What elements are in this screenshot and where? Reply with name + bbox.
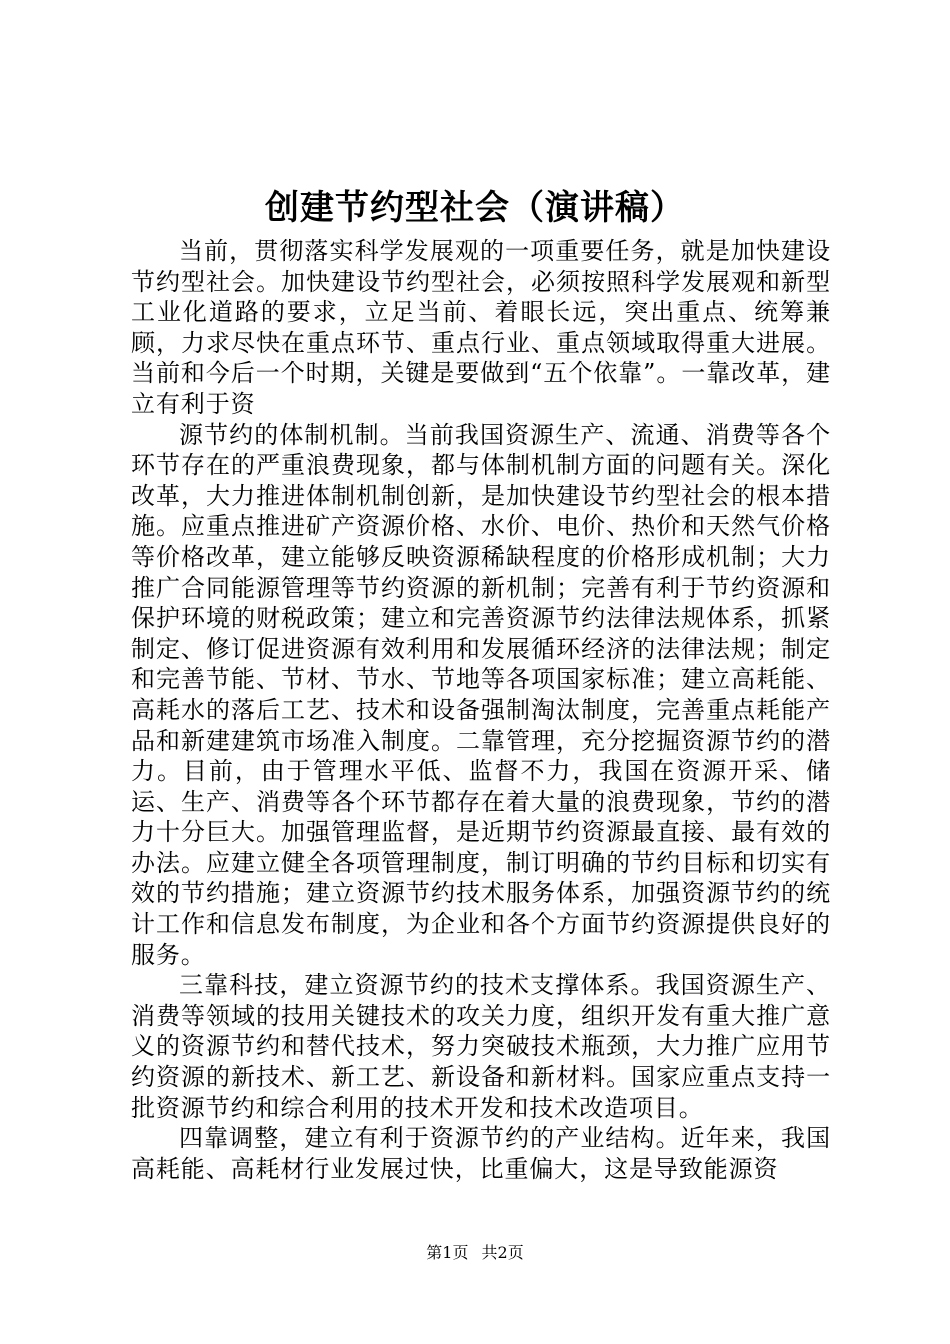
page-total: 共2页 xyxy=(481,1243,524,1262)
document-body xyxy=(131,236,831,1184)
document-title: 创建节约型社会（演讲稿） xyxy=(265,188,685,228)
paragraph-2: 源节约的体制机制。当前我国资源生产、流通、消费等各个环节存在的严重浪费现象，都与体制机制方面的问题有关。深化改革，大力推进体制机制创新，是加快建设节约型社会的根本措施。应重点推进矿产资源价格、水价、电价、热价和天然气价格等价格改革，建立能够反映资源稀缺程度的价格形成机制；大力推广合同能源管理等节约资源的新机制；完善有利于节约资源和保护环境的财税政策；建立和完善资源节约法律法规体系，抓紧制定、修订促进资源有效利用和发展循环经济的法律法规；制定和完善节能、节材、节水、节地等各项国家标准；建立高耗能、高耗水的落后工艺、技术和设备强制淘汰制度，完善重点耗能产品和新建建筑市场准入制度。二靠管理，充分挖掘资源节约的潜力。目前，由于管理水平低、监督不力，我国在资源开采、储运、生产、消费等各个环节都存在着大量的浪费现象，节约的潜力十分巨大。加强管理监督，是近期节约资源最直接、最有效的办法。应建立健全各项管理制度，制订明确的节约目标和切实有效的节约措施；建立资源节约技术服务体系，加强资源节约的统计工作和信息发布制度，为企业和各个方面节约资源提供良好的服务。 xyxy=(131,420,831,969)
paragraph-3: 三靠科技，建立资源节约的技术支撑体系。我国资源生产、消费等领域的技用关键技术的攻关力度，组织开发有重大推广意义的资源节约和替代技术，努力突破技术瓶颈，大力推广应用节约资源的新技术、新工艺、新设备和新材料。国家应重点支持一批资源节约和综合利用的技术开发和技术改造项目。 xyxy=(131,971,831,1122)
paragraph-4: 四靠调整，建立有利于资源节约的产业结构。近年来，我国高耗能、高耗材行业发展过快，比重偏大，这是导致能源资 xyxy=(131,1124,831,1183)
page-footer xyxy=(0,1242,950,1264)
paragraph-1: 当前，贯彻落实科学发展观的一项重要任务，就是加快建设节约型社会。加快建设节约型社会，必须按照科学发展观和新型工业化道路的要求，立足当前、着眼长远，突出重点、统筹兼顾，力求尽快在重点环节、重点行业、重点领域取得重大进展。当前和今后一个时期，关键是要做到“五个依靠”。一靠改革，建立有利于资 xyxy=(131,237,831,418)
page-number: 第1页 xyxy=(426,1243,469,1262)
